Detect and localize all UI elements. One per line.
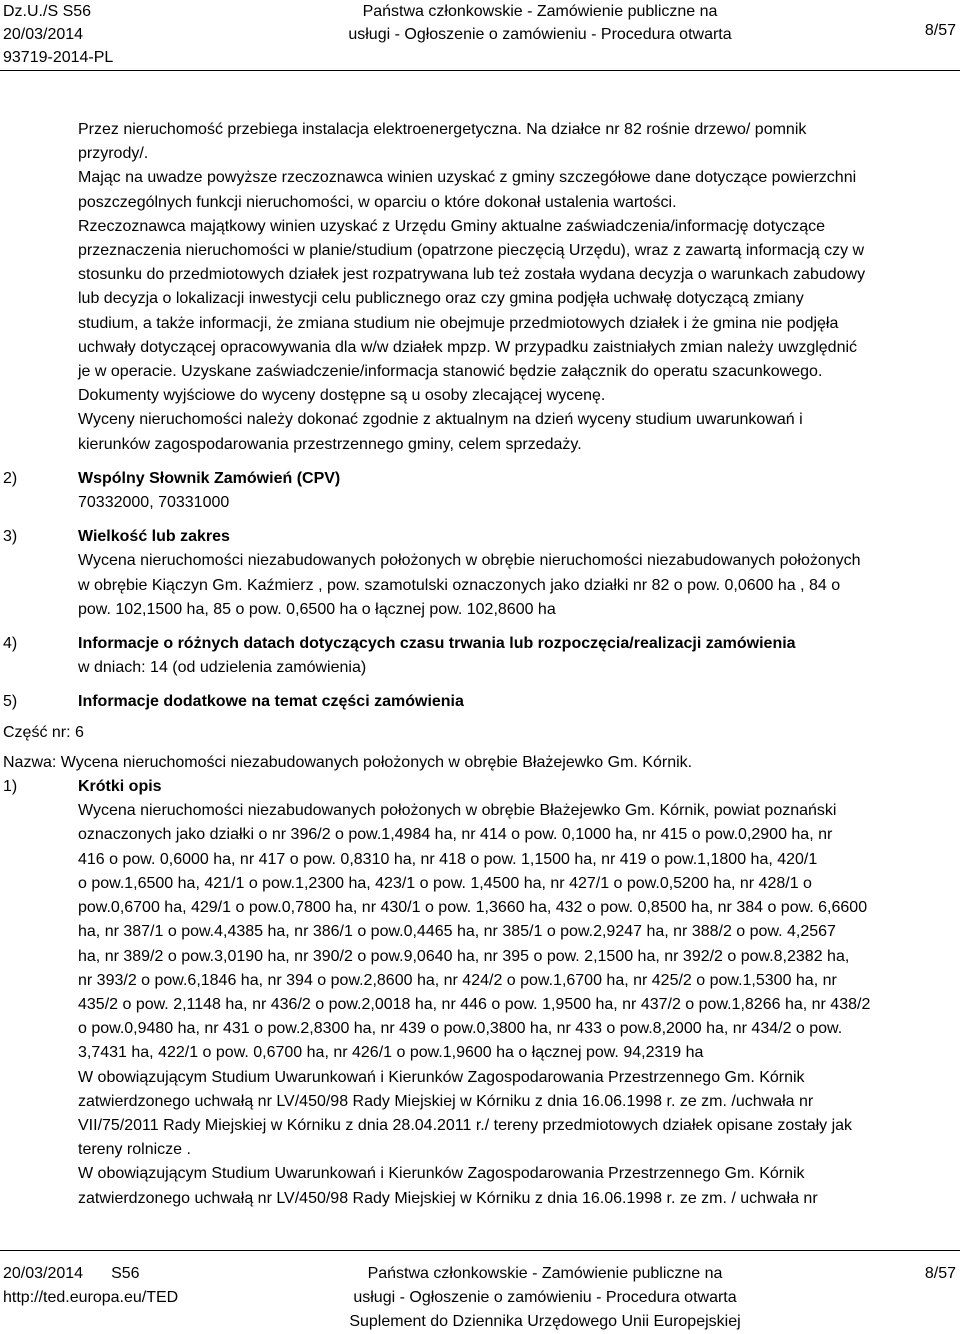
section-title: Wielkość lub zakres	[78, 528, 230, 546]
text-line: W obowiązującym Studium Uwarunkowań i Kierunków Zagospodarowania Przestrzennego Gm. Kórnik	[78, 1068, 805, 1086]
text-line: pow.0,6700 ha, 429/1 o pow.0,7800 ha, nr 430/1 o pow. 1,3660 ha, 432 o pow. 0,8500 ha, nr 384 o pow. 6,6600	[78, 899, 868, 917]
text-line: pow. 102,1500 ha, 85 o pow. 0,6500 ha o łącznej pow. 102,8600 ha	[78, 600, 556, 618]
text-line: nr 393/2 o pow.6,1846 ha, nr 394 o pow.2,8600 ha, nr 424/2 o pow.1,6700 ha, nr 425/2 o pow.1,5300 ha, nr	[78, 971, 837, 989]
footer-meta	[3, 1262, 178, 1310]
text-line: o pow.1,6500 ha, 421/1 o pow.1,2300 ha, 423/1 o pow. 1,4500 ha, nr 427/1 o pow.0,5200 ha, nr 428/1 o	[78, 874, 812, 892]
footer-title-line1: Państwa członkowskie - Zamówienie publiczne na	[367, 1265, 723, 1282]
text-line: 435/2 o pow. 2,1148 ha, nr 436/2 o pow.2,0018 ha, nr 446 o pow. 1,9500 ha, nr 437/2 o pow.1,8266 ha, nr 438/2	[78, 995, 871, 1013]
text-line: je w operacie. Uzyskane zaświadczenie/informacja stanowić będzie załącznik do operatu szacunkowego.	[78, 363, 823, 381]
text-line: przeznaczenia nieruchomości w planie/studium (opatrzone pieczęcią Urzędu), wraz z zawartą informacją czy w	[78, 242, 865, 260]
section-title: Informacje o różnych datach dotyczących czasu trwania lub rozpoczęcia/realizacji zamówienia	[78, 635, 796, 653]
text-line: w dniach: 14 (od udzielenia zamówienia)	[78, 659, 367, 677]
header-title	[330, 0, 750, 46]
section-title: Wspólny Słownik Zamówień (CPV)	[78, 469, 341, 487]
text-line: o pow.0,9480 ha, nr 431 o pow.2,8300 ha, nr 439 o pow.0,3800 ha, nr 433 o pow.8,2000 ha, nr 434/2 o pow.	[78, 1020, 843, 1038]
section-scope	[0, 525, 960, 622]
text-line: zatwierdzonego uchwałą nr LV/450/98 Rady Miejskiej w Kórniku z dnia 16.06.1998 r. ze zm. /uchwała nr	[78, 1092, 814, 1110]
text-line: przyrody/.	[78, 145, 149, 163]
section-number: 3)	[3, 528, 18, 546]
header-doc-id: Dz.U./S S56	[3, 3, 92, 20]
intro-paragraph-4	[0, 384, 960, 408]
footer-divider	[0, 1250, 960, 1251]
text-line: uchwały dotyczącej opracowywania dla w/w działek mpzp. W przypadku zaistniałych zmian należy uwzględnić	[78, 338, 858, 356]
text-line: Rzeczoznawca majątkowy winien uzyskać z Urzędu Gminy aktualne zaświadczenia/informację dotyczące	[78, 217, 825, 235]
text-line: Dokumenty wyjściowe do wyceny dostępne są u osoby zlecającej wycenę.	[78, 387, 606, 405]
footer-page-number: 8/57	[924, 1265, 956, 1282]
section-number: 5)	[3, 693, 18, 711]
text-line: 416 o pow. 0,6000 ha, nr 417 o pow. 0,8310 ha, nr 418 o pow. 1,1500 ha, nr 419 o pow.1,1800 ha, 420/1	[78, 850, 818, 868]
intro-paragraph-5	[0, 408, 960, 456]
intro-paragraph-1	[0, 118, 960, 166]
section-number: 2)	[3, 469, 18, 487]
header-divider	[0, 70, 960, 71]
page-header	[0, 0, 960, 70]
text-line: poszczególnych funkcji nieruchomości, w oparciu o które dokonał ustalenia wartości.	[78, 193, 677, 211]
header-page-number: 8/57	[924, 22, 956, 39]
text-line: Mając na uwadze powyższe rzeczoznawca winien uzyskać z gminy szczegółowe dane dotyczące powierzchni	[78, 169, 857, 187]
text-line: Wycena nieruchomości niezabudowanych położonych w obrębie nieruchomości niezabudowanych położonych	[78, 552, 861, 570]
footer-title	[300, 1262, 790, 1334]
text-line: stosunku do przedmiotowych działek jest rozpatrywana lub też została wydana decyzja o warunkach zabudowy	[78, 266, 866, 284]
footer-date: 20/03/2014	[3, 1265, 84, 1282]
part-name: Nazwa: Wycena nieruchomości niezabudowanych położonych w obrębie Błażejewko Gm. Kórnik.	[3, 753, 693, 771]
text-line: tereny rolnicze .	[78, 1141, 191, 1159]
text-line: Przez nieruchomość przebiega instalacja elektroenergetyczna. Na działce nr 82 rośnie drzewo/ pomnik	[78, 121, 807, 138]
intro-paragraph-2	[0, 166, 960, 214]
section-number: 4)	[3, 635, 18, 653]
text-line: lub decyzja o lokalizacji inwestycji celu publicznego oraz czy gmina podjęła uchwałę dotyczącą zmiany	[78, 290, 804, 308]
page-footer	[0, 1262, 960, 1334]
text-line: studium, a także informacji, że zmiana studium nie obejmuje przedmiotowych działek i że gmina nie podjęła	[78, 314, 839, 332]
footer-title-line3: Suplement do Dziennika Urzędowego Unii Europejskiej	[349, 1313, 741, 1330]
section-short-description	[0, 775, 960, 1211]
text-line: kierunków zagospodarowania przestrzennego gminy, celem sprzedaży.	[78, 435, 582, 453]
text-line: Wycena nieruchomości niezabudowanych położonych w obrębie Błażejewko Gm. Kórnik, powiat poznański	[78, 802, 837, 820]
text-line: w obrębie Kiączyn Gm. Kaźmierz , pow. szamotulski oznaczonych jako działki nr 82 o pow. 0,0600 ha , 84 o	[78, 576, 841, 594]
document-body	[0, 118, 960, 1211]
text-line: zatwierdzonego uchwałą nr LV/450/98 Rady Miejskiej w Kórniku z dnia 16.06.1998 r. ze zm. / uchwała nr	[78, 1189, 818, 1207]
section-dates	[0, 632, 960, 680]
text-line: 70332000, 70331000	[78, 494, 230, 512]
section-additional-info	[0, 690, 960, 714]
footer-series: S56	[111, 1265, 140, 1282]
header-date: 20/03/2014	[3, 26, 84, 43]
footer-url: http://ted.europa.eu/TED	[3, 1289, 179, 1306]
intro-paragraph-3	[0, 215, 960, 384]
header-ref: 93719-2014-PL	[3, 49, 114, 66]
header-title-line2: usługi - Ogłoszenie o zamówieniu - Procedura otwarta	[348, 26, 732, 43]
part-number: Część nr: 6	[3, 723, 84, 741]
text-line: VII/75/2011 Rady Miejskiej w Kórniku z dnia 28.04.2011 r./ tereny przedmiotowych działek opisane zostały jak	[78, 1116, 853, 1134]
text-line: oznaczonych jako działki o nr 396/2 o pow.1,4984 ha, nr 414 o pow. 0,1000 ha, nr 415 o pow.0,2900 ha, nr	[78, 826, 833, 844]
header-title-line1: Państwa członkowskie - Zamówienie publiczne na	[362, 3, 718, 20]
text-line: 3,7431 ha, 422/1 o pow. 0,6700 ha, nr 426/1 o pow.1,9600 ha o łącznej pow. 94,2319 ha	[78, 1044, 704, 1062]
footer-title-line2: usługi - Ogłoszenie o zamówieniu - Procedura otwarta	[353, 1289, 737, 1306]
section-title: Informacje dodatkowe na temat części zamówienia	[78, 693, 464, 711]
text-line: ha, nr 387/1 o pow.4,4385 ha, nr 386/1 o pow.0,4465 ha, nr 385/1 o pow.2,9247 ha, nr 388/2 o pow. 4,2567	[78, 923, 836, 941]
section-cpv	[0, 467, 960, 515]
section-title: Krótki opis	[78, 778, 162, 796]
text-line: Wyceny nieruchomości należy dokonać zgodnie z aktualnym na dzień wyceny studium uwarunkowań i	[78, 411, 803, 429]
header-meta	[3, 0, 113, 69]
text-line: ha, nr 389/2 o pow.3,0190 ha, nr 390/2 o pow.9,0640 ha, nr 395 o pow. 2,1500 ha, nr 392/2 o pow.8,2382 ha,	[78, 947, 850, 965]
text-line: W obowiązującym Studium Uwarunkowań i Kierunków Zagospodarowania Przestrzennego Gm. Kórnik	[78, 1165, 805, 1183]
section-number: 1)	[3, 778, 18, 796]
